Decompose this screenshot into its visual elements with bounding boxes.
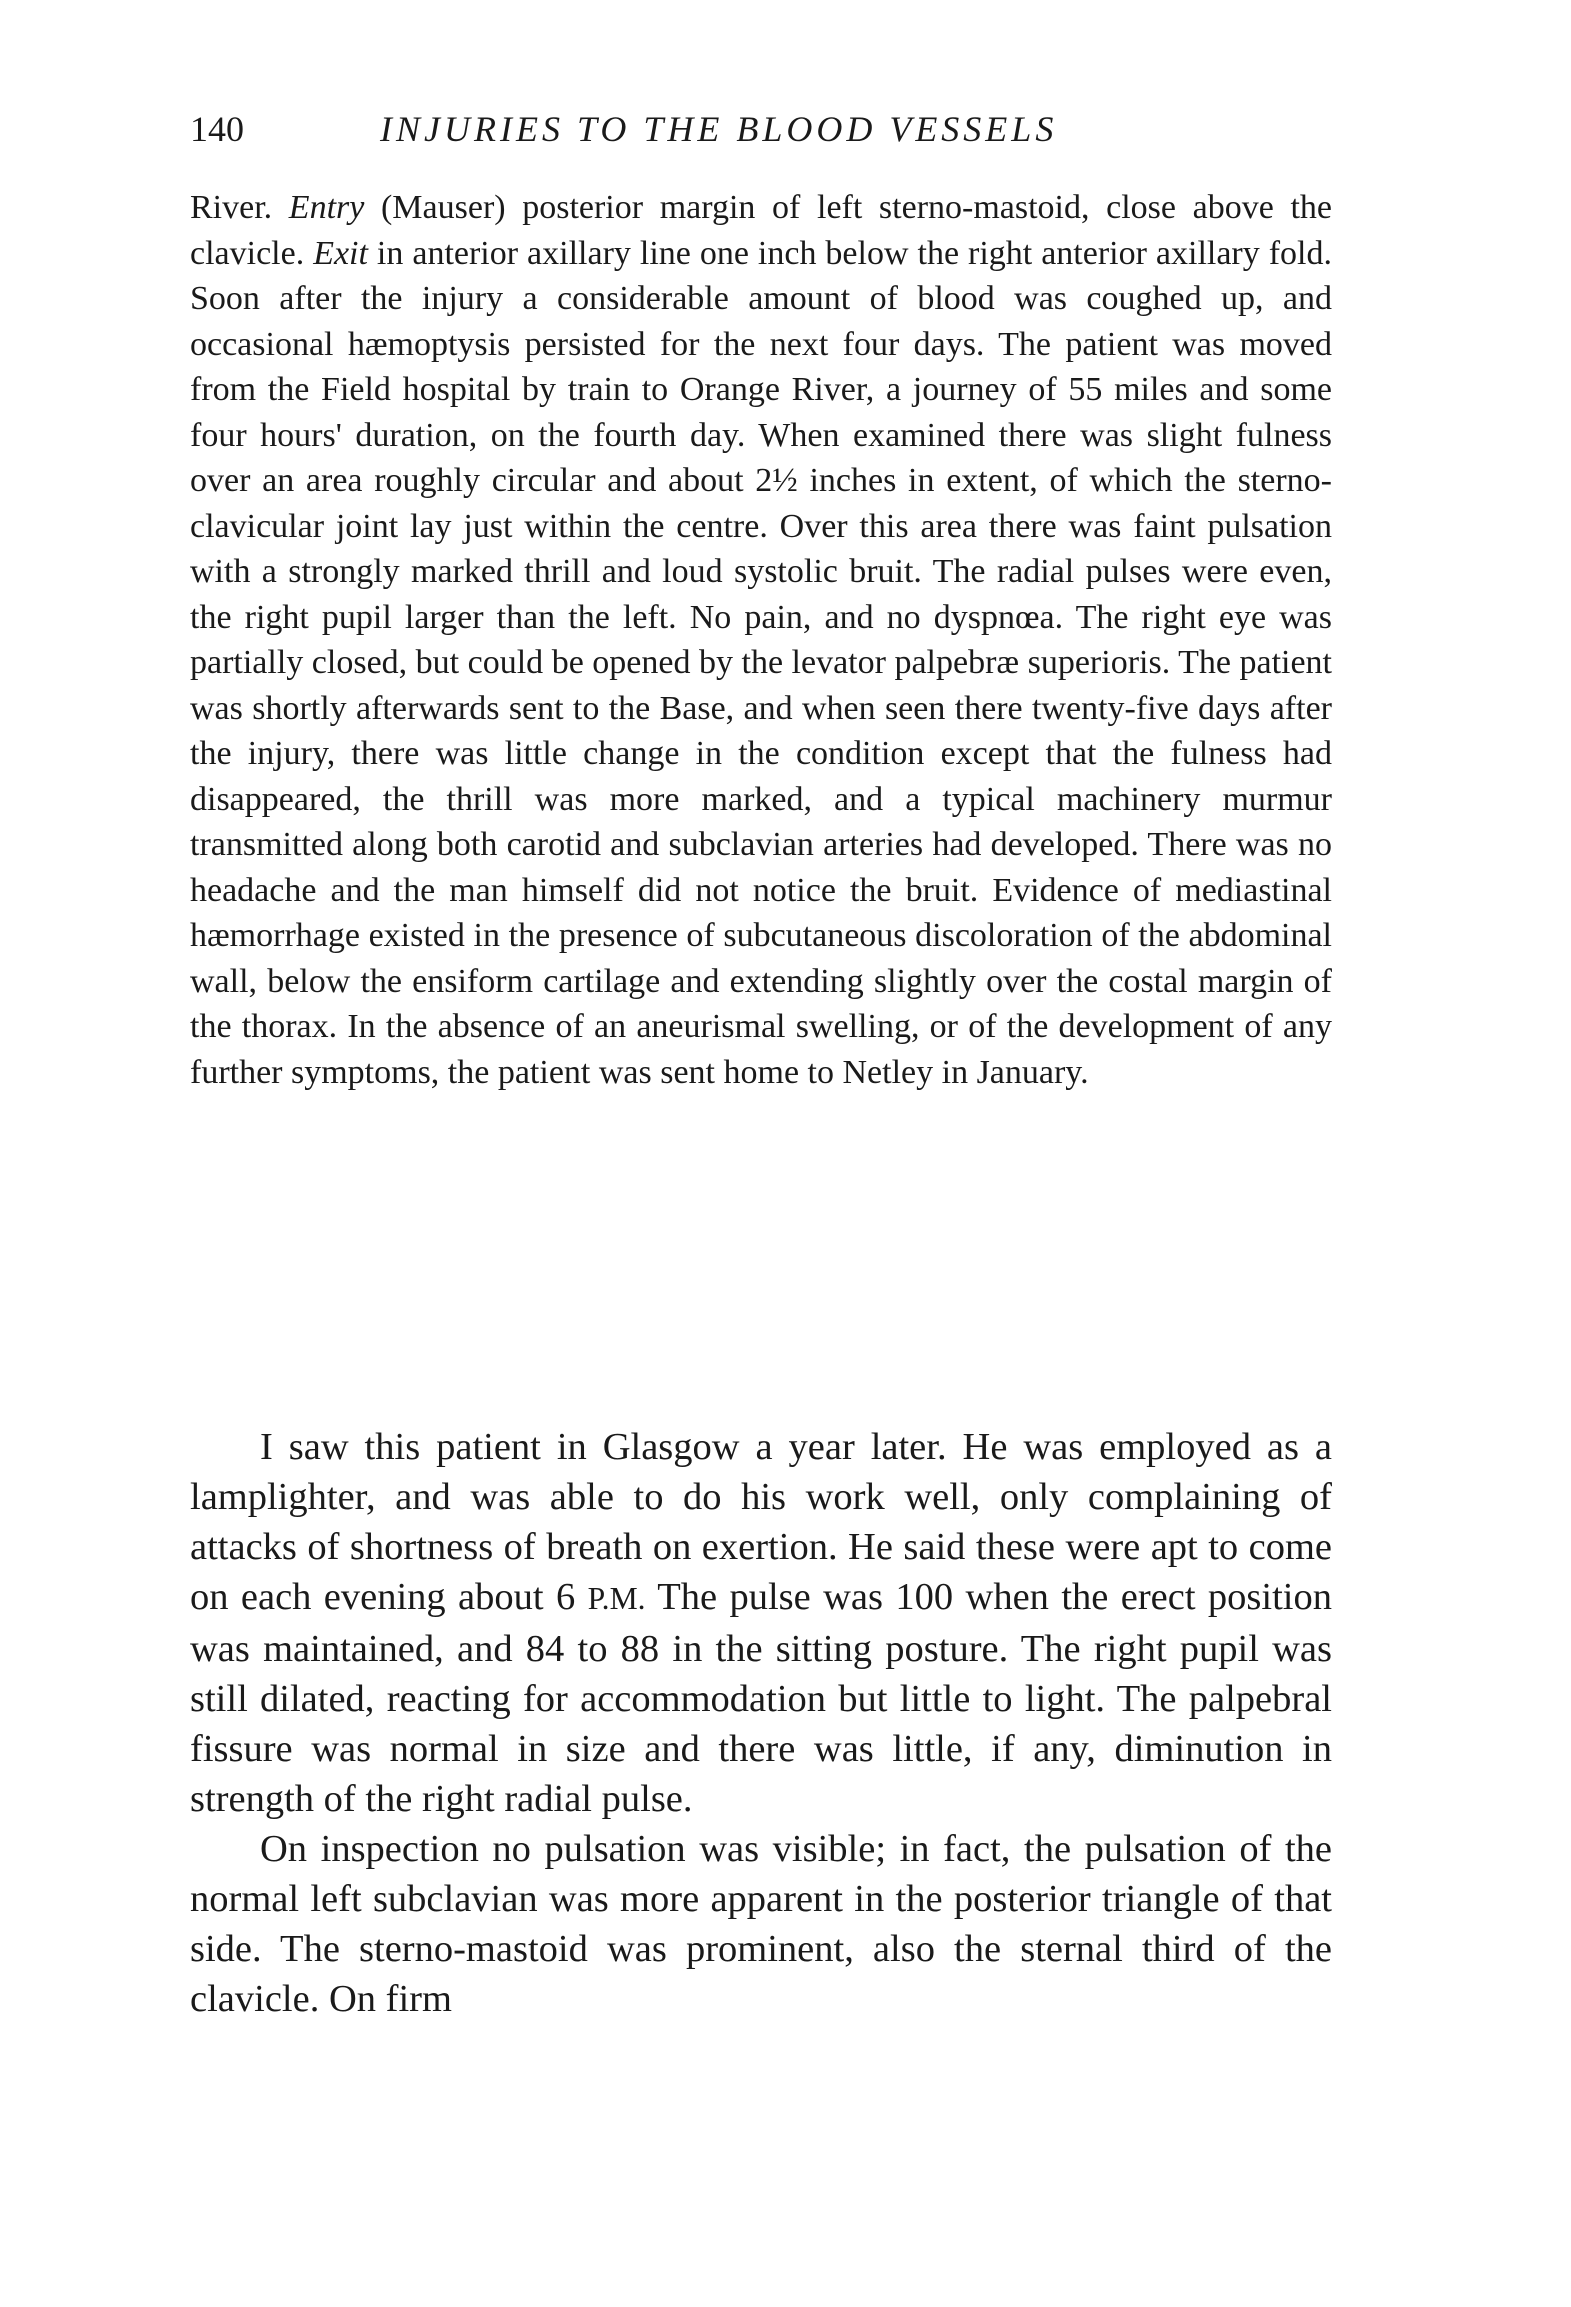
followup-paragraph-2: On inspection no pulsation was visible; in fact, the pulsation of the normal left subclavian was more apparent in the posterior triangle of that side. The sterno-mastoid was prominent, also the sternal third of the clavicle. On firm xyxy=(190,1828,1332,2020)
followup-paragraph-1 xyxy=(190,1422,1332,1824)
page-header xyxy=(190,108,1340,158)
time-label: P.M. xyxy=(587,1581,646,1616)
followup-section xyxy=(190,1422,1332,2024)
case-text-part-1: River. xyxy=(190,189,289,226)
exit-label: Exit xyxy=(313,234,368,272)
entry-label: Entry xyxy=(288,189,365,226)
case-report-section xyxy=(190,185,1332,1095)
running-head: INJURIES TO THE BLOOD VESSELS xyxy=(380,109,1058,149)
case-report-paragraph xyxy=(190,185,1332,1095)
followup-1-part-1: I saw this patient in Glasgow a year later. He was employed as a lamplighter, and was able to do his work well, only complaining of attacks of shortness of breath on exertion. He said these were apt to come on each evening about 6 xyxy=(190,1426,1332,1618)
page-number: 140 xyxy=(190,109,244,149)
followup-1-part-2: The pulse was 100 when the erect position was maintained, and 84 to 88 in the sitting posture. The right pupil was still dilated, reacting for accommodation but little to light. The palpebral fissure was normal in size and there was little, if any, diminution in strength of the right radial pulse. xyxy=(190,1576,1332,1820)
case-text-part-3: in anterior axillary line one inch below the right anterior axillary fold. Soon after the injury a considerable amount of blood was coughed up, and occasional hæmoptysis persisted for the next four days. The patient was moved from the Field hospital by train to Orange River, a journey of 55 miles and some four hours' duration, on the fourth day. When examined there was slight fulness over an area roughly circular and about 2½ inches in extent, of which the sterno-clavicular joint lay just within the centre. Over this area there was faint pulsation with a strongly marked thrill and loud systolic bruit. The radial pulses were even, the right pupil larger than the left. No pain, and no dyspnœa. The right eye was partially closed, but could be opened by the levator palpebræ superioris. The patient was shortly afterwards sent to the Base, and when seen there twenty-five days after the injury, there was little change in the condition except that the fulness had disappeared, the thrill was more marked, and a typical machinery murmur transmitted along both carotid and subclavian arteries had developed. There was no headache and the man himself did not notice the bruit. Evidence of mediastinal hæmorrhage existed in the presence of subcutaneous discoloration of the abdominal wall, below the ensiform cartilage and extending slightly over the costal margin of the thorax. In the absence of an aneurismal swelling, or of the development of any further symptoms, the patient was sent home to Netley in January. xyxy=(190,234,1332,1091)
case-text-part-2: (Mauser) posterior margin of left sterno-mastoid, close above the clavicle. xyxy=(190,189,1332,272)
